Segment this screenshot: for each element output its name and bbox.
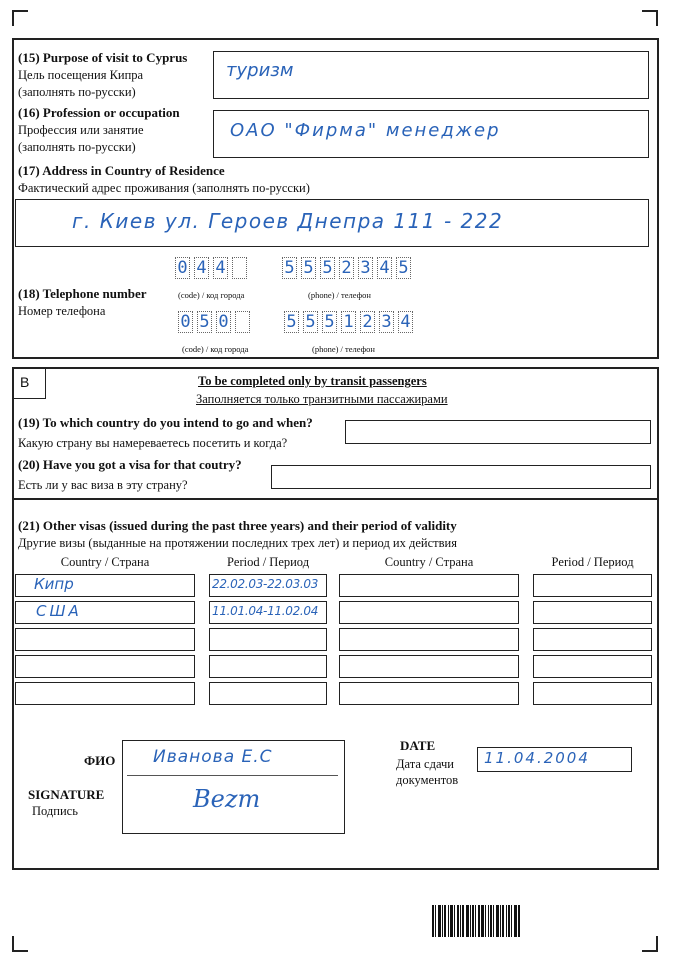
phone1-code[interactable] bbox=[175, 257, 247, 279]
digit-cell bbox=[235, 311, 250, 333]
destination-ru-label: Какую страну вы намереваетесь посетить и когда? bbox=[18, 436, 288, 450]
digit-cell: 4 bbox=[398, 311, 413, 333]
transit-heading: To be completed only by transit passengers bbox=[198, 374, 427, 388]
digit-cell: 1 bbox=[341, 311, 356, 333]
phone2-number-label: (phone) / телефон bbox=[312, 344, 375, 354]
section-b-letter: B bbox=[20, 374, 30, 390]
fio-signature-box[interactable] bbox=[122, 740, 345, 834]
signature-ru-label: Подпись bbox=[32, 804, 78, 818]
signature-label: SIGNATURE bbox=[28, 787, 105, 802]
visa-period-value: 11.01.04-11.02.04 bbox=[212, 604, 319, 618]
corner-mark-top-left bbox=[12, 10, 28, 26]
digit-cell: 0 bbox=[175, 257, 190, 279]
phone1-number[interactable] bbox=[282, 257, 411, 279]
purpose-ru-label: Цель посещения Кипра bbox=[18, 68, 144, 82]
digit-cell: 4 bbox=[377, 257, 392, 279]
address-field[interactable] bbox=[15, 199, 649, 247]
profession-ru-label: Профессия или занятие bbox=[18, 123, 144, 137]
visa-question-field[interactable] bbox=[271, 465, 651, 489]
digit-cell: 4 bbox=[213, 257, 228, 279]
visa-period-cell[interactable] bbox=[209, 574, 327, 597]
visa-period-value: 22.02.03-22.03.03 bbox=[212, 577, 319, 591]
visa-period-cell[interactable] bbox=[533, 601, 652, 624]
digit-cell: 5 bbox=[197, 311, 212, 333]
digit-cell: 3 bbox=[358, 257, 373, 279]
destination-field[interactable] bbox=[345, 420, 651, 444]
digit-cell: 2 bbox=[339, 257, 354, 279]
visa-country-cell[interactable] bbox=[339, 682, 519, 705]
digit-cell: 2 bbox=[360, 311, 375, 333]
digit-cell: 5 bbox=[322, 311, 337, 333]
section-b-letter-box bbox=[12, 367, 46, 399]
date-label: DATE bbox=[400, 738, 436, 753]
visa-country-cell[interactable] bbox=[339, 655, 519, 678]
date-value: 11.04.2004 bbox=[484, 749, 590, 767]
col-header-period-1: Period / Период bbox=[226, 555, 310, 569]
purpose-ru-note: (заполнять по-русски) bbox=[18, 85, 136, 99]
phone2-code[interactable] bbox=[178, 311, 250, 333]
profession-value: ОАО "Фирма" менеджер bbox=[230, 120, 501, 141]
visa-country-cell[interactable] bbox=[339, 601, 519, 624]
digit-cell: 0 bbox=[216, 311, 231, 333]
phone1-code-label: (code) / код города bbox=[178, 290, 245, 300]
fio-underline bbox=[127, 775, 338, 776]
fio-value: Иванова Е.С bbox=[153, 747, 273, 767]
corner-mark-top-right bbox=[642, 10, 658, 26]
corner-mark-bottom-left bbox=[12, 936, 28, 952]
digit-cell bbox=[232, 257, 247, 279]
other-visas-ru-label: Другие визы (выданные на протяжении последних трех лет) и период их действия bbox=[18, 536, 457, 550]
visa-period-cell[interactable] bbox=[209, 628, 327, 651]
digit-cell: 5 bbox=[303, 311, 318, 333]
digit-cell: 5 bbox=[320, 257, 335, 279]
address-title: (17) Address in Country of Residence bbox=[18, 163, 225, 178]
visa-period-cell[interactable] bbox=[209, 682, 327, 705]
visa-period-cell[interactable] bbox=[209, 601, 327, 624]
profession-field[interactable] bbox=[213, 110, 649, 158]
col-header-country-2: Country / Страна bbox=[384, 555, 474, 569]
visa-country-cell[interactable] bbox=[15, 655, 195, 678]
digit-cell: 5 bbox=[282, 257, 297, 279]
profession-ru-note: (заполнять по-русски) bbox=[18, 140, 136, 154]
date-ru-label-1: Дата сдачи bbox=[396, 757, 454, 771]
barcode-icon bbox=[432, 905, 520, 937]
visa-question-title: (20) Have you got a visa for that coutry? bbox=[18, 457, 242, 472]
date-ru-label-2: документов bbox=[396, 773, 459, 787]
visa-country-cell[interactable] bbox=[339, 574, 519, 597]
visa-country-cell[interactable] bbox=[339, 628, 519, 651]
col-header-period-2: Period / Период bbox=[551, 555, 634, 569]
purpose-field[interactable] bbox=[213, 51, 649, 99]
visa-period-cell[interactable] bbox=[533, 682, 652, 705]
phone2-number[interactable] bbox=[284, 311, 413, 333]
telephone-ru-label: Номер телефона bbox=[18, 304, 106, 318]
visa-country-cell[interactable] bbox=[15, 682, 195, 705]
address-value: г. Киев ул. Героев Днепра 111 - 222 bbox=[72, 209, 504, 233]
digit-cell: 5 bbox=[396, 257, 411, 279]
transit-heading-ru: Заполняется только транзитными пассажирами bbox=[196, 392, 448, 406]
visa-country-value: США bbox=[36, 602, 82, 620]
visa-country-cell[interactable] bbox=[15, 574, 195, 597]
date-field[interactable] bbox=[477, 747, 632, 772]
visa-period-cell[interactable] bbox=[533, 628, 652, 651]
address-ru-label: Фактический адрес проживания (заполнять по-русски) bbox=[18, 181, 310, 195]
visa-period-cell[interactable] bbox=[533, 574, 652, 597]
purpose-value: туризм bbox=[226, 60, 294, 81]
digit-cell: 4 bbox=[194, 257, 209, 279]
visa-country-cell[interactable] bbox=[15, 628, 195, 651]
visa-period-cell[interactable] bbox=[209, 655, 327, 678]
phone1-number-label: (phone) / телефон bbox=[308, 290, 371, 300]
visa-period-cell[interactable] bbox=[533, 655, 652, 678]
phone2-code-label: (code) / код города bbox=[182, 344, 249, 354]
corner-mark-bottom-right bbox=[642, 936, 658, 952]
digit-cell: 5 bbox=[284, 311, 299, 333]
destination-title: (19) To which country do you intend to go and when? bbox=[18, 415, 313, 430]
col-header-country-1: Country / Страна bbox=[60, 555, 150, 569]
digit-cell: 0 bbox=[178, 311, 193, 333]
profession-title: (16) Profession or occupation bbox=[18, 105, 180, 120]
visa-country-cell[interactable] bbox=[15, 601, 195, 624]
digit-cell: 5 bbox=[301, 257, 316, 279]
telephone-title: (18) Telephone number bbox=[18, 286, 147, 301]
other-visas-title: (21) Other visas (issued during the past three years) and their period of validity bbox=[18, 518, 457, 533]
visa-country-value: Кипр bbox=[34, 575, 74, 593]
digit-cell: 3 bbox=[379, 311, 394, 333]
visa-question-ru-label: Есть ли у вас виза в эту страну? bbox=[18, 478, 188, 492]
fio-label: ФИО bbox=[84, 753, 116, 768]
signature-value: Веzт bbox=[193, 785, 261, 813]
purpose-title: (15) Purpose of visit to Cyprus bbox=[18, 50, 188, 65]
